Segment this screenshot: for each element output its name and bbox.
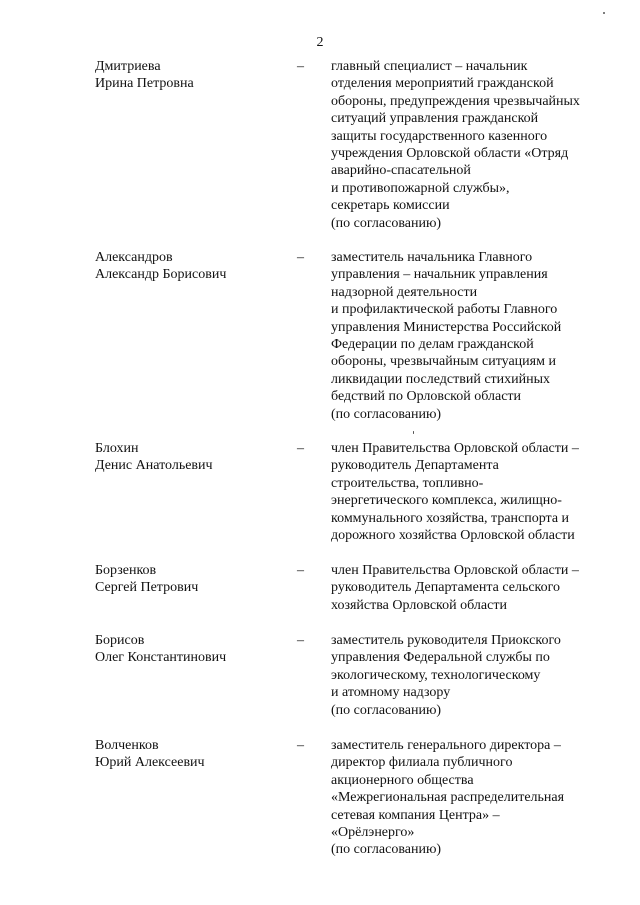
role-line: «Орёлэнерго» — [331, 825, 415, 841]
role-line: управления Министерства Российской — [331, 319, 562, 335]
role-line: главный специалист – начальник — [331, 59, 528, 74]
role-line: заместитель генерального директора – — [331, 738, 561, 753]
scan-speck — [413, 431, 414, 434]
role-line: аварийно-спасательной — [331, 163, 471, 179]
role-line: управления Федеральной службы по — [331, 650, 550, 666]
member-given-name: Денис Анатольевич — [95, 458, 213, 473]
role-line: (по согласованию) — [331, 215, 442, 231]
member-name — [95, 249, 285, 283]
role-line: (по согласованию) — [331, 406, 442, 422]
role-line: сетевая компания Центра» – — [331, 807, 500, 823]
role-line: и профилактической работы Главного — [331, 302, 558, 318]
role-line: директор филиала публичного — [331, 755, 513, 771]
role-line: член Правительства Орловской области – — [331, 563, 579, 578]
member-given-name: Ирина Петровна — [95, 76, 194, 91]
role-line: коммунального хозяйства, транспорта и — [331, 510, 570, 526]
role-line: руководитель Департамента — [331, 458, 499, 474]
role-line: и атомному надзору — [331, 685, 451, 701]
member-given-name: Сергей Петрович — [95, 580, 199, 595]
role-line: заместитель начальника Главного — [331, 250, 533, 265]
role-line: заместитель руководителя Приокского — [331, 633, 561, 648]
member-role — [331, 249, 621, 423]
dash-separator: – — [297, 441, 304, 456]
dash-separator: – — [297, 250, 304, 265]
member-surname: Блохин — [95, 441, 139, 456]
role-line: защиты государственного казенного — [331, 128, 548, 144]
role-line: энергетического комплекса, жилищно- — [331, 493, 562, 509]
member-role — [331, 737, 621, 859]
role-line: учреждения Орловской области «Отряд — [331, 146, 569, 162]
role-line: «Межрегиональная распределительная — [331, 790, 565, 806]
member-name — [95, 737, 285, 771]
role-line: и противопожарной службы», — [331, 180, 510, 196]
role-line: надзорной деятельности — [331, 284, 478, 300]
role-line: строительства, топливно- — [331, 475, 484, 491]
scan-speck — [603, 12, 605, 14]
dash-separator: – — [297, 738, 304, 753]
dash-separator: – — [297, 563, 304, 578]
role-line: обороны, предупреждения чрезвычайных — [331, 93, 580, 109]
role-line: (по согласованию) — [331, 702, 442, 718]
dash-separator: – — [297, 633, 304, 648]
member-name — [95, 562, 285, 596]
member-role — [331, 440, 621, 544]
role-line: отделения мероприятий гражданской — [331, 76, 554, 92]
role-line: секретарь комиссии — [331, 198, 450, 214]
page-number: 2 — [316, 35, 324, 50]
member-given-name: Олег Константинович — [95, 650, 227, 665]
role-line: управления – начальник управления — [331, 267, 548, 283]
member-name — [95, 632, 285, 666]
member-surname: Александров — [95, 250, 173, 265]
member-role — [331, 58, 621, 232]
member-role — [331, 562, 621, 614]
role-line: хозяйства Орловской области — [331, 597, 507, 613]
role-line: обороны, чрезвычайным ситуациям и — [331, 354, 556, 370]
role-line: экологическому, технологическому — [331, 667, 541, 683]
dash-separator: – — [297, 59, 304, 74]
member-name — [95, 440, 285, 474]
role-line: ликвидации последствий стихийных — [331, 371, 551, 387]
role-line: руководитель Департамента сельского — [331, 580, 561, 596]
member-role — [331, 632, 621, 719]
role-line: акционерного общества — [331, 772, 474, 788]
role-line: ситуаций управления гражданской — [331, 111, 539, 127]
role-line: (по согласованию) — [331, 842, 442, 858]
role-line: бедствий по Орловской области — [331, 389, 522, 405]
member-surname: Борзенков — [95, 563, 157, 578]
role-line: Федерации по делам гражданской — [331, 337, 534, 353]
member-surname: Волченков — [95, 738, 159, 753]
member-given-name: Юрий Алексеевич — [95, 755, 205, 770]
member-given-name: Александр Борисович — [95, 267, 227, 282]
role-line: дорожного хозяйства Орловской области — [331, 528, 575, 544]
member-name — [95, 58, 285, 92]
member-surname: Дмитриева — [95, 59, 161, 74]
member-surname: Борисов — [95, 633, 145, 648]
role-line: член Правительства Орловской области – — [331, 441, 579, 456]
